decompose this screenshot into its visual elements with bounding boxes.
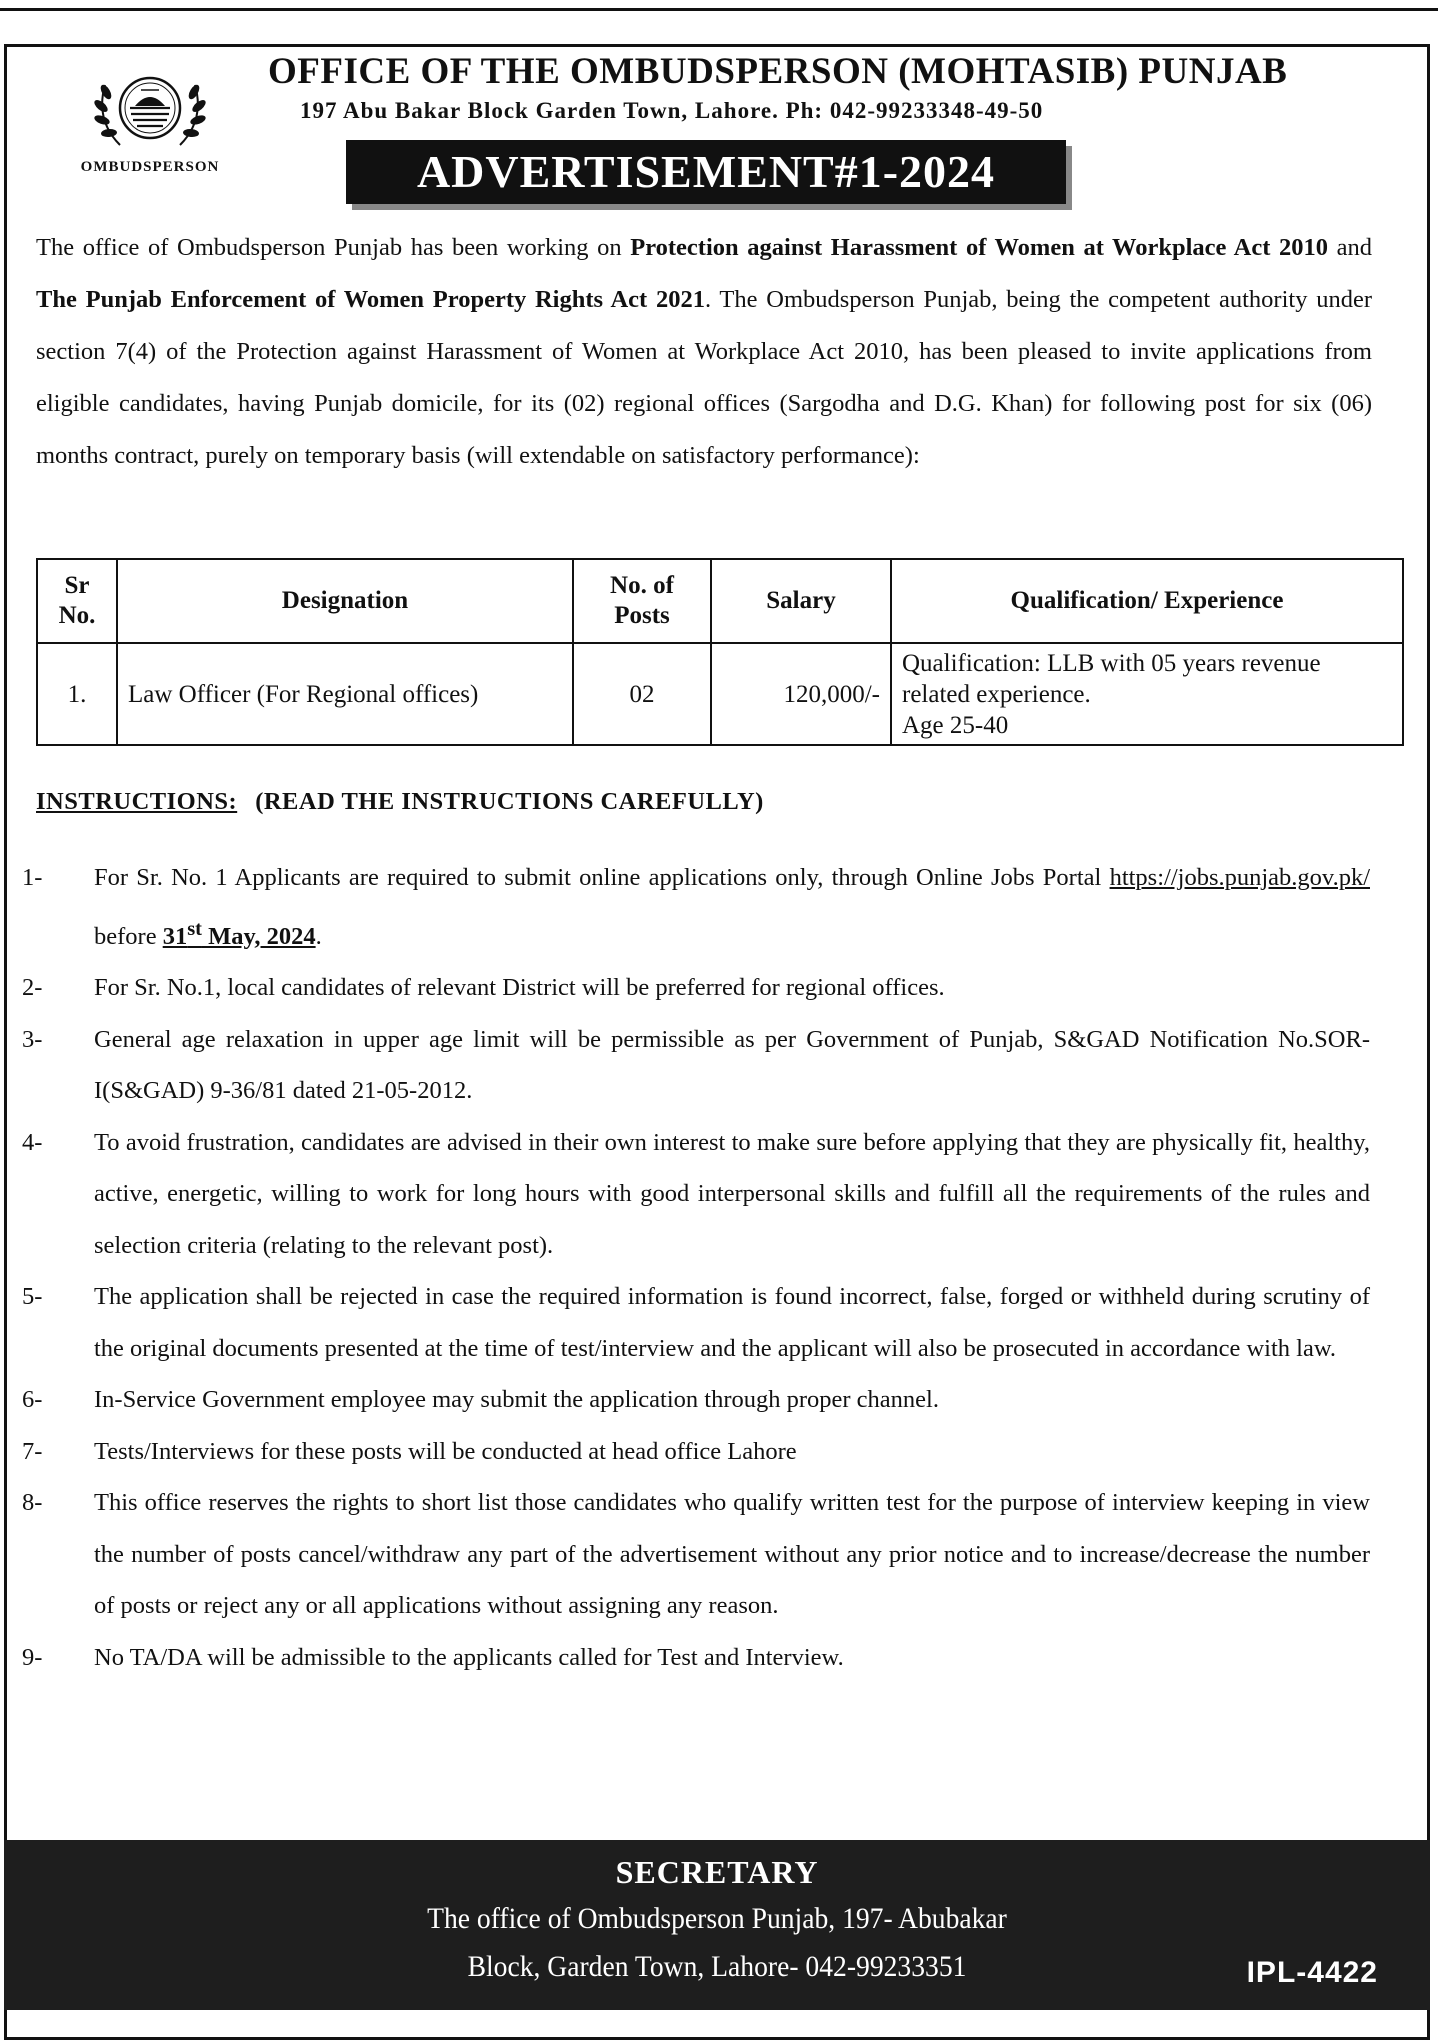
list-item [22,1271,1370,1374]
header-designation: Designation [117,559,573,643]
table-row [37,643,1403,745]
list-item [22,1117,1370,1272]
item-number: 2- [22,974,43,1002]
footer-band [4,1840,1430,2010]
qualification-line-1: Qualification: LLB with 05 years revenue related experience. [902,649,1321,708]
header-posts: No. of Posts [573,559,711,643]
item-number: 4- [22,1128,43,1156]
list-item [22,962,1370,1014]
item-number: 1- [22,864,43,891]
list-item [22,1632,1370,1684]
deadline-day: 31 [162,922,188,950]
list-item [22,1014,1370,1117]
item-text-before: before [94,922,163,950]
intro-paragraph [36,222,1372,482]
qualification-line-2: Age 25-40 [902,711,1009,739]
item-number: 3- [22,1025,43,1053]
item-text: General age relaxation in upper age limit will be permissible as per Government of Punjab, S&GAD Notification No.SOR-I(S&GAD) 9-36/81 dated 21-05-2012. [94,1025,1370,1105]
logo-label: OMBUDSPERSON [80,159,220,175]
item-text: No TA/DA will be admissible to the applicants called for Test and Interview. [94,1643,844,1671]
footer-address-line-2: Block, Garden Town, Lahore- 042-99233351 [467,1950,967,1983]
deadline-suffix: st [187,917,202,940]
item-number: 9- [22,1643,43,1671]
office-address: 197 Abu Bakar Block Garden Town, Lahore. Ph: 042-99233348-49-50 [300,98,1044,123]
item-number: 6- [22,1386,43,1414]
cell-salary: 120,000/- [711,643,891,745]
instructions-list [22,852,1370,1683]
header-qualification: Qualification/ Experience [891,559,1403,643]
list-item [22,1477,1370,1632]
intro-act-1: Protection against Harassment of Women at Workplace Act 2010 [630,234,1328,261]
instructions-subtitle: (READ THE INSTRUCTIONS CAREFULLY) [255,788,764,815]
item-text-end: . [315,922,322,950]
item-text: This office reserves the rights to short list those candidates who qualify written test for the purpose of interview keeping in view the number of posts cancel/withdraw any part of the advertisement without any prior notice and to increase/decrease the number of posts or reject any or all applications without assigning any reason. [94,1489,1370,1620]
header-sr: Sr No. [37,559,117,643]
emblem-icon [75,60,225,155]
deadline-month-year: May, 2024 [201,922,316,950]
item-number: 5- [22,1283,43,1311]
office-title: OFFICE OF THE OMBUDSPERSON (MOHTASIB) PUNJAB [268,51,1288,92]
cell-sr: 1. [37,643,117,745]
cell-qualification [891,643,1403,745]
deadline-date [162,917,316,950]
item-text: For Sr. No.1, local candidates of relevant District will be preferred for regional offices. [94,974,945,1002]
posts-table [36,558,1404,746]
table-header-row [37,559,1403,643]
item-text: Tests/Interviews for these posts will be conducted at head office Lahore [94,1437,797,1465]
cell-posts: 02 [573,643,711,745]
item-text: For Sr. No. 1 Applicants are required to submit online applications only, through Online Jobs Portal [94,864,1110,891]
cell-designation: Law Officer (For Regional offices) [117,643,573,745]
header-salary: Salary [711,559,891,643]
item-number: 8- [22,1489,43,1517]
secretary-title: SECRETARY [615,1854,819,1890]
ipl-code: IPL-4422 [1246,1956,1378,1989]
list-item [22,1374,1370,1426]
list-item [22,852,1370,962]
item-number: 7- [22,1437,43,1465]
footer-address-line-1: The office of Ombudsperson Punjab, 197- Abubakar [427,1902,1007,1935]
item-text: In-Service Government employee may submit the application through proper channel. [94,1386,939,1414]
instructions-title: INSTRUCTIONS: [36,788,238,815]
list-item [22,1426,1370,1478]
jobs-portal-link[interactable]: https://jobs.punjab.gov.pk/ [1109,864,1370,891]
top-rule [0,8,1438,11]
intro-act-2: The Punjab Enforcement of Women Property Rights Act 2021 [36,286,705,313]
instructions-heading [36,788,764,816]
advertisement-banner: ADVERTISEMENT#1-2024 [346,140,1066,204]
intro-text-2: and [1328,234,1372,261]
ombudsperson-logo [55,60,245,180]
item-text: The application shall be rejected in case the required information is found incorrect, false, forged or withheld during scrutiny of the original documents presented at the time of test/interview and the applicant will also be prosecuted in accordance with law. [94,1283,1370,1362]
item-text: To avoid frustration, candidates are advised in their own interest to make sure before applying that they are physically fit, healthy, active, energetic, willing to work for long hours with good interpersonal skills and fulfill all the requirements of the rules and selection criteria (relating to the relevant post). [94,1128,1370,1259]
intro-text-1: The office of Ombudsperson Punjab has been working on [36,234,631,261]
intro-text-3: . The Ombudsperson Punjab, being the competent authority under section 7(4) of the Protection against Harassment of Women at Workplace Act 2010, has been pleased to invite applications from eligible candidates, having Punjab domicile, for its (02) regional offices (Sargodha and D.G. Khan) for following post for six (06) months contract, purely on temporary basis (will extendable on satisfactory performance): [36,286,1372,469]
